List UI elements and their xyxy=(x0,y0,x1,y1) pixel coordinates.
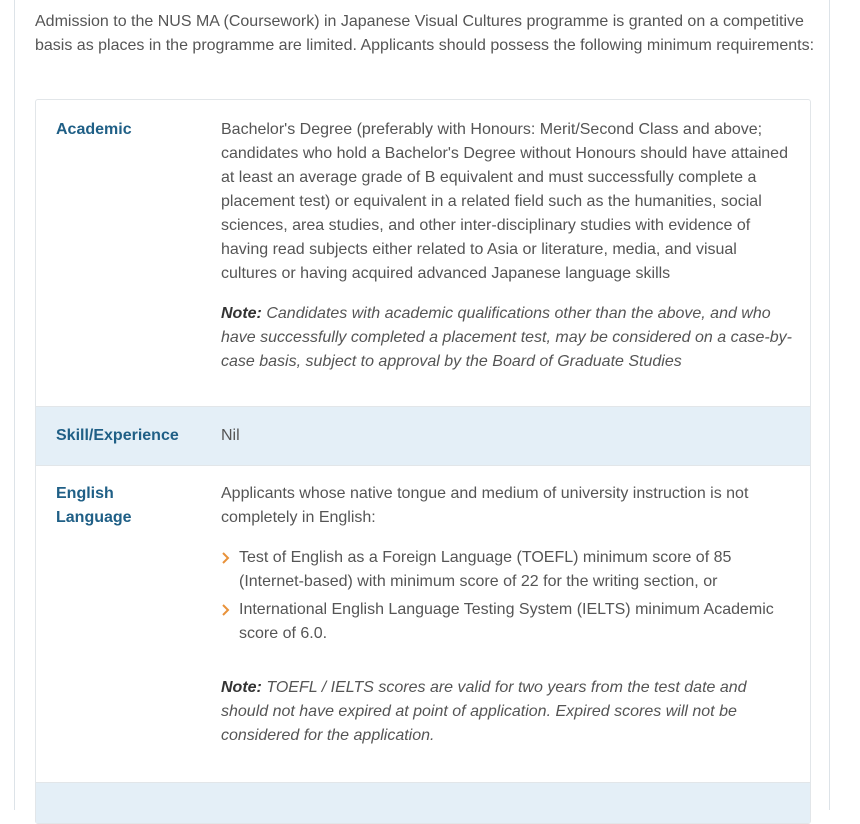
list-item-text: International English Language Testing System (IELTS) minimum Academic score of 6.0. xyxy=(239,601,774,642)
row-english-language xyxy=(36,466,810,783)
row-content-english-language xyxy=(221,482,796,748)
row-label-academic: Academic xyxy=(56,121,132,138)
list-item xyxy=(221,546,796,594)
row-content-skill-experience: Nil xyxy=(221,427,240,444)
academic-body: Bachelor's Degree (preferably with Honours: Merit/Second Class and above; candidates who hold a Bachelor's Degree without Honours should have attained at least an average grade of B equivalent and must successfully complete a placement test) or equivalent in a related field such as the humanities, social sciences, area studies, and other inter-disciplinary studies with evidence of having read subjects either related to Asia or literature, media, and visual cultures or having acquired advanced Japanese language skills xyxy=(221,121,788,282)
row-skill-experience xyxy=(36,407,810,466)
chevron-right-icon xyxy=(221,546,233,570)
row-academic xyxy=(36,100,810,407)
row-label-english-language: English Language xyxy=(56,485,132,526)
chevron-right-icon xyxy=(221,598,233,622)
english-note xyxy=(221,676,796,748)
list-item-text: Test of English as a Foreign Language (TOEFL) minimum score of 85 (Internet-based) with minimum score of 22 for the writing section, or xyxy=(239,549,732,590)
academic-note-text: Candidates with academic qualifications other than the above, and who have successfully completed a placement test, may be considered on a case-by-case basis, subject to approval by the Board of Graduate Studies xyxy=(221,305,792,370)
english-body: Applicants whose native tongue and medium of university instruction is not completely in English: xyxy=(221,485,749,526)
row-next xyxy=(36,783,810,823)
english-note-text: TOEFL / IELTS scores are valid for two years from the test date and should not have expired at point of application. Expired scores will not be considered for the application. xyxy=(221,679,747,744)
row-content-academic xyxy=(221,118,796,374)
academic-note-label: Note: xyxy=(221,305,262,322)
academic-note xyxy=(221,302,796,374)
list-item xyxy=(221,598,796,646)
intro-paragraph: Admission to the NUS MA (Coursework) in Japanese Visual Cultures programme is granted on a competitive basis as places in the programme are limited. Applicants should possess the following minimum requirements: xyxy=(35,13,815,54)
requirements-table xyxy=(35,99,811,824)
requirements-panel xyxy=(14,0,830,810)
row-label-skill-experience: Skill/Experience xyxy=(56,427,179,444)
english-note-label: Note: xyxy=(221,679,262,696)
english-test-list xyxy=(221,546,796,646)
